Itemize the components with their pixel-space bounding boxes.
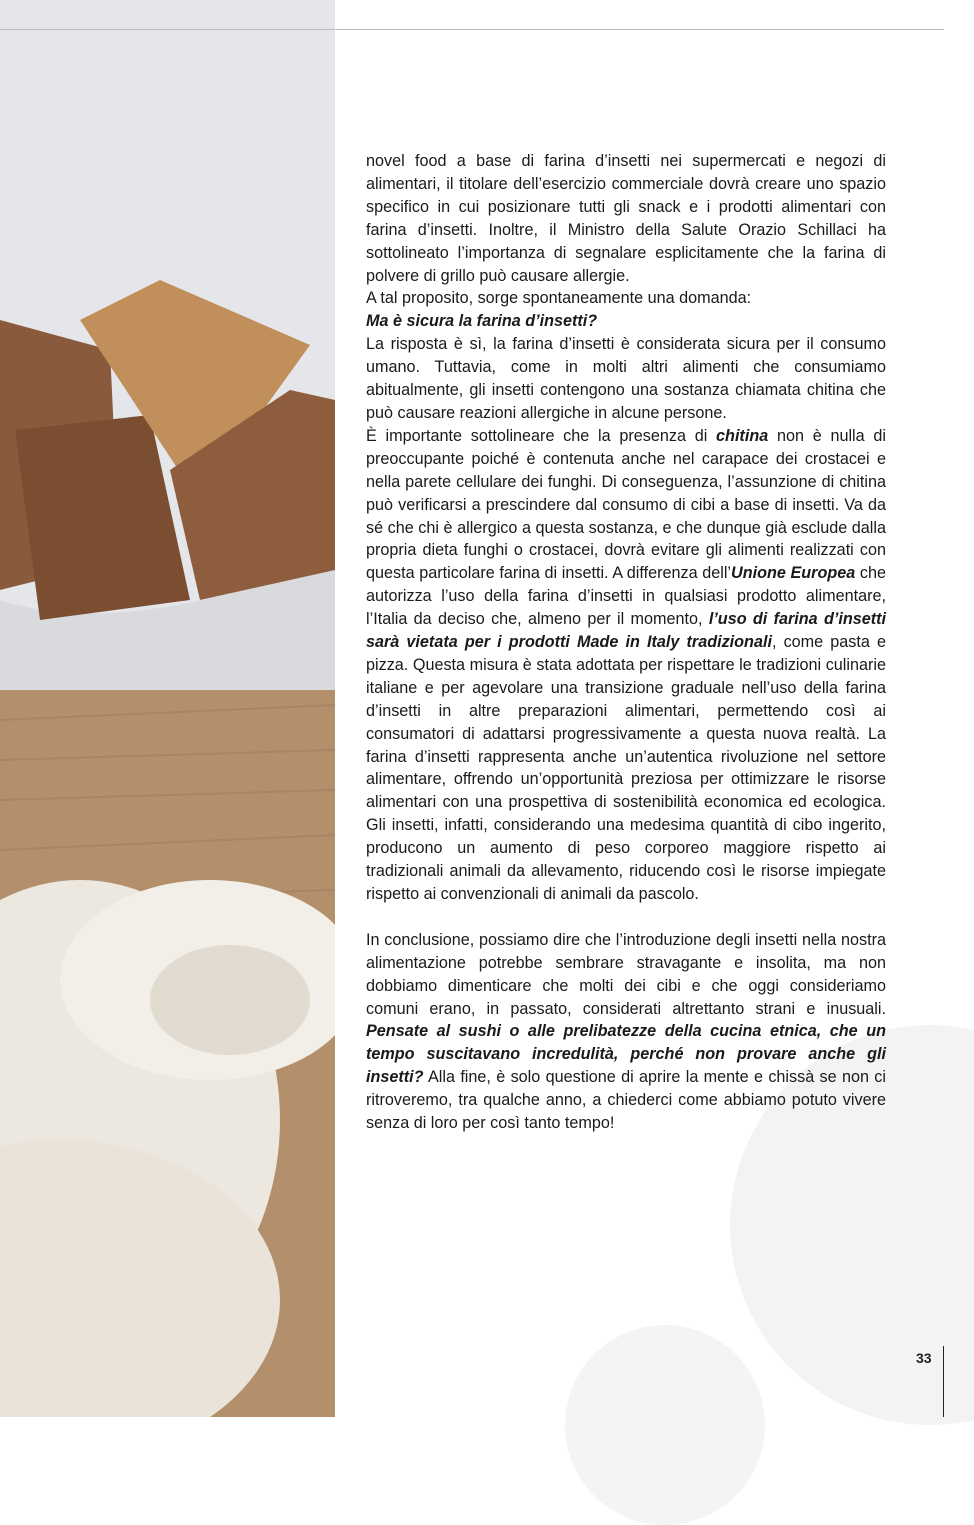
text-run: non è nulla di preoccupante poiché è contenuta anche nel carapace dei crostacei e nella parete cellulare dei funghi. Di conseguenza, l’assunzione di chitina può verificarsi a prescindere dal consumo di cibi a base di insetti. Va da sé che chi è allergico a questa sostanza, e che dunque già esclude dalla propria dieta funghi o crostacei, dovrà evitare gli alimenti realizzati con questa particolare farina di insetti. A differenza dell’ <box>366 426 886 583</box>
text-run: Alla fine, è solo questione di aprire la mente e chissà se non ci ritroveremo, tra qualche anno, a chiederci come abbiamo potuto vivere senza di loro per così tanto tempo! <box>366 1068 886 1133</box>
text-run: che autorizza l’uso della farina d’insetti in qualsiasi prodotto alimentare, l’Italia da deciso che, almeno per il momento, <box>366 564 886 629</box>
page-number-rule <box>943 1346 944 1417</box>
header-rule <box>0 29 944 30</box>
crackers-and-flour-illustration <box>0 0 335 1417</box>
paragraph: La risposta è sì, la farina d’insetti è considerata sicura per il consumo umano. Tuttavia, come in molti altri alimenti che consumiamo abitualmente, gli insetti contengono una sostanza chiamata chitina che può causare reazioni allergiche in alcune persone. <box>366 335 886 422</box>
article-body <box>366 150 886 1135</box>
article-photo <box>0 0 335 1417</box>
page-number: 33 <box>916 1350 932 1366</box>
paragraph: novel food a base di farina d’insetti nei supermercati e negozi di alimentari, il titolare dell’esercizio commerciale dovrà creare uno spazio specifico in cui posizionare tutti gli snack e i prodotti alimentari con farina d’insetti. Inoltre, il Ministro della Salute Orazio Schillaci ha sottolineato l’importanza di segnalare esplicitamente che la farina di polvere di grillo può causare allergie. <box>366 152 886 285</box>
paragraph <box>366 929 886 1135</box>
section-question: Ma è sicura la farina d’insetti? <box>366 312 598 331</box>
text-run: In conclusione, possiamo dire che l’introduzione degli insetti nella nostra alimentazione potrebbe sembrare stravagante e insolita, ma non dobbiamo dimenticare che molti dei cibi e che oggi consideriamo comuni erano, in passato, considerati altrettanto strani e inusuali. <box>366 930 886 1018</box>
emphasis: Unione Europea <box>731 564 856 583</box>
emphasis: l’uso di farina d’insetti sarà vietata per i prodotti Made in Italy tradizionali <box>366 610 886 652</box>
decorative-circle <box>565 1325 765 1525</box>
text-run: È importante sottolineare che la presenza di <box>366 426 717 445</box>
emphasis: chitina <box>716 426 769 445</box>
paragraph: A tal proposito, sorge spontaneamente una domanda: <box>366 289 752 308</box>
text-run: , come pasta e pizza. Questa misura è stata adottata per rispettare le tradizioni culinarie italiane e per agevolare una transizione graduale nell’uso della farina d’insetti in altre preparazioni alimentari, permettendo così ai consumatori di adattarsi progressivamente a questa nuova realtà. La farina d’insetti rappresenta anche un’autentica rivoluzione nel settore alimentare, offrendo un’opportunità preziosa per ottimizzare le risorse alimentari con una prospettiva di sostenibilità economica ed ecologica. Gli insetti, infatti, considerando una medesima quantità di cibo ingerito, producono un aumento di peso corporeo maggiore rispetto ai tradizionali animali da allevamento, riducendo così le risorse impiegate rispetto ai convenzionali di animali da pascolo. <box>366 633 886 903</box>
paragraph <box>366 425 886 906</box>
emphasis: Pensate al sushi o alle prelibatezze della cucina etnica, che un tempo suscitavano incredulità, perché non provare anche gli insetti? <box>366 1022 886 1087</box>
